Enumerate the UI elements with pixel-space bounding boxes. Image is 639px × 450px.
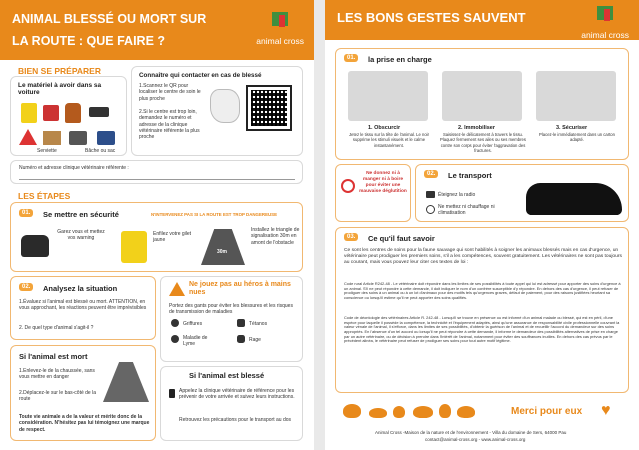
s3-intro: Ce sont les centres de soins pour la faune sauvage qui sont habilités à soigner les animaux blessés mais en cas d'urgence, un vétérinaire peut prodiguer les premiers soins, s'il a les compétences, souvent gratuitement. Les vétérinaires ne sont pas toujours au courant, mais vous pouvez leur citer ces textes de loi :: [344, 248, 622, 266]
claw-icon: [171, 319, 179, 327]
logo-mark-icon: [595, 4, 615, 22]
first-aid-kit-icon: [43, 105, 59, 121]
right-page: [325, 0, 639, 450]
heart-icon: ♥: [601, 402, 611, 419]
logo-text: animal cross: [581, 30, 629, 40]
warning-triangle-icon: [19, 129, 37, 145]
towel-label: Serviette: [37, 148, 57, 154]
safety-vest-icon: [121, 231, 147, 263]
hero-text: Portez des gants pour éviter les blessures et les risques de transmission de maladies: [169, 303, 293, 316]
logo-mark-icon: [270, 10, 290, 28]
step1-number: 01.: [19, 209, 33, 217]
s1-title: la prise en charge: [368, 55, 432, 64]
s1-card: [335, 48, 629, 160]
dead-title: Si l'animal est mort: [19, 352, 88, 361]
step2-title: Analysez la situation: [43, 284, 118, 293]
footer-address: Animal Cross -Maison de la nature et de l'environnement - Villa du domaine de Sers, 64000 Pau: [375, 430, 567, 435]
animal-cross-logo: [577, 4, 629, 40]
contact-title: Connaître qui contacter en cas de blessé: [139, 72, 262, 79]
s3-law-1: Code rural Article R242-48 - Le vétérinaire doit répondre dans les limites de ses possibilités à toute appel qui lui est adressé pour apporter des soins d'urgence à un animal. S'il ne peut répondre à cette demande, il doit indiquer le nom d'un confrère susceptible d'y répondre. En dehors des cas d'urgence, il peut refuser de prodiguer des soins à un animal ou à un lot d'animaux pour des motifs tels qu'urgences graves, défaut de paiement, pour des raisons justifiées heurtant sa conscience ou lorsqu'il estime qu'il ne peut apporter des soins qualifiés.: [344, 281, 621, 301]
hedgehog-icon: [369, 408, 387, 418]
tarp-label: Bâche ou sac: [85, 148, 116, 154]
step2-card: [10, 276, 156, 340]
s2-item-2: Ne mettez ni chauffage ni climatisation: [438, 204, 495, 217]
dead-text-1: 1.Enlevez-le de la chaussée, sans vous mettre en danger: [19, 368, 95, 381]
qr-code[interactable]: [246, 85, 292, 131]
step1-card: [10, 202, 303, 272]
phone-icon: [169, 389, 175, 398]
tick-icon: [171, 335, 179, 343]
deer-icon: [343, 404, 361, 418]
materiel-card: [10, 76, 127, 156]
s1-step2-text: Saisissez-le délicatement à travers le tissu. Plaquez fermement ses ailes ou ses membres contre son corps pour éviter l'aggravation des fractures.: [440, 132, 526, 153]
flashlight-icon: [89, 107, 109, 117]
contact-step-2: 2.Si le centre est trop loin, demandez le numéro et adresse de la clinique vétérinaire référente la plus proche: [139, 109, 200, 140]
fox-icon: [457, 406, 475, 418]
road-distance-icon: [201, 229, 245, 265]
step1-item-2: Enfilez votre gilet jaune: [153, 231, 192, 244]
step1-warning: N'INTERVENEZ PAS SI LA ROUTE EST TROP DANGEREUSE: [151, 212, 278, 217]
disease-1: Griffures: [183, 321, 203, 327]
animal-cross-logo: [252, 10, 304, 46]
left-page: [0, 0, 314, 450]
dead-text-2: 2.Déplacez-le sur le bas-côté de la route: [19, 390, 96, 403]
s3-law-2: Code de déontologie des vétérinaires Article R. 242-48 - Lorsqu'il se trouve en présence ou est informé d'un animal malade ou blessé, qui est en péril, d'une espèce pour laquelle il possède la compétence, la technicité et l'équipement adaptés, ainsi qu'une assurance de responsabilité civile professionnelle couvrant la valeur vénale de l'animal, il s'efforce, dans les limites de ses possibilités, d'obtenir la guérison de l'animal et de recueillir l'accord du demandeur sur des soins appropriés. En l'absence d'un tel accord ou lorsqu'il ne peut répondre à cette demande, il informe le demandeur des possibilités alternatives de prise en charge par un autre vétérinaire, ou de décision à prendre dans l'intérêt de l'animal, notamment pour éviter des souffrances inutiles. En dehors des cas prévus par le précédent alinéa, le vétérinaire peut refuser de prodiguer ses soins pour tout autre motif légitime.: [344, 315, 620, 344]
s3-card: [335, 227, 629, 393]
s1-step1-text: Jetez le tissu sur la tête de l'animal. Le noir supprime les stimuli visuels et le calme instantanément.: [349, 132, 429, 148]
step1-distance: 30m: [217, 249, 228, 255]
right-header: [325, 0, 639, 40]
s2-title: Le transport: [448, 171, 492, 180]
disease-4: Rage: [249, 337, 261, 343]
nofood-card: [335, 164, 411, 222]
nofood-text: Ne donnez ni à manger ni à boire pour éviter une mauvaise déglutition: [359, 171, 407, 194]
step2-text-2: 2. De quel type d'animal s'agit-il ?: [19, 325, 94, 331]
numero-label: Numéro et adresse clinique vétérinaire référente :: [19, 165, 129, 171]
secure-illustration: [536, 71, 616, 121]
injured-card: [160, 366, 303, 441]
logo-text: animal cross: [256, 36, 304, 46]
s1-number: 01.: [344, 54, 358, 62]
disease-3: Maladie de Lyme: [183, 335, 208, 348]
obscure-illustration: [348, 71, 428, 121]
contact-step-1: 1.Scannez le QR pour localiser le centre de soin le plus proche: [139, 83, 201, 102]
right-title: LES BONS GESTES SAUVENT: [337, 10, 526, 25]
contact-card: [131, 66, 303, 156]
warning-icon: [169, 282, 185, 296]
step2-text-1: 1.Évaluez si l'animal est blessé ou mort. ATTENTION, en vous approchant, les réactions peuvent être imprévisibles: [19, 299, 147, 312]
injured-text-2: Retrouvez les précautions pour le transport au dos: [179, 417, 292, 423]
footer-contact[interactable]: contact@animal-cross.org - www.animal-cross.org: [425, 437, 526, 442]
boar-icon: [413, 406, 433, 418]
s2-card: [415, 164, 629, 222]
safety-vest-icon: [21, 103, 37, 123]
gloves-icon: [65, 103, 81, 123]
step1-item-3: Installez le triangle de signalisation 30m en amont de l'obstacle: [251, 227, 300, 246]
no-food-icon: [341, 179, 355, 193]
dead-card: [10, 345, 156, 441]
car-icon: [526, 183, 622, 215]
left-header: [0, 0, 314, 60]
numero-card: [10, 160, 303, 184]
bird-icon: [393, 406, 405, 418]
france-map-icon: [210, 89, 240, 123]
materiel-title: Le matériel à avoir dans sa voiture: [18, 82, 102, 97]
section-etapes: LES ÉTAPES: [18, 191, 71, 201]
hero-card: [160, 276, 303, 362]
s1-step1-title: 1. Obscurcir: [368, 125, 401, 131]
page-title-line2: LA ROUTE : QUE FAIRE ?: [12, 34, 166, 48]
fox-icon: [237, 335, 245, 343]
thanks-text: Merci pour eux: [511, 406, 583, 417]
step1-title: Se mettre en sécurité: [43, 210, 119, 219]
tetanus-icon: [237, 319, 245, 327]
s1-step3-title: 3. Sécuriser: [556, 125, 588, 131]
dead-note: Toute vie animale a de la valeur et mérite donc de la considération. N'hésitez pas lui témoignez une marque de respect.: [19, 414, 150, 433]
s2-item-1: Éteignez la radio: [438, 192, 476, 198]
box-icon: [43, 131, 61, 145]
tarp-icon: [97, 131, 115, 145]
no-climate-icon: [426, 205, 435, 214]
step2-number: 02.: [19, 283, 33, 291]
disease-2: Tétanos: [249, 321, 268, 327]
step1-item-1: Garez vous et mettez vos warning: [57, 229, 105, 242]
towel-icon: [69, 131, 87, 145]
page-title-line1: ANIMAL BLESSÉ OU MORT SUR: [12, 12, 207, 26]
hero-title: Ne jouez pas au héros à mains nues: [189, 281, 291, 297]
section-prepare: BIEN SE PRÉPARER: [18, 66, 101, 76]
radio-off-icon: [426, 191, 435, 198]
s3-number: 03.: [344, 233, 358, 241]
road-icon: [103, 362, 149, 402]
s1-step3-text: Placez-le immédiatement dans un carton adapté.: [539, 132, 615, 143]
s3-title: Ce qu'il faut savoir: [368, 234, 435, 243]
s2-number: 02.: [424, 170, 438, 178]
injured-text-1: Appelez la clinique vétérinaire de référence pour les prévenir de votre arrivée et suivez leurs instructions.: [179, 388, 295, 401]
car-icon: [21, 235, 49, 257]
rabbit-icon: [439, 404, 451, 418]
injured-title: Si l'animal est blessé: [189, 371, 265, 380]
s1-step2-title: 2. Immobiliser: [458, 125, 495, 131]
immobilize-illustration: [442, 71, 522, 121]
